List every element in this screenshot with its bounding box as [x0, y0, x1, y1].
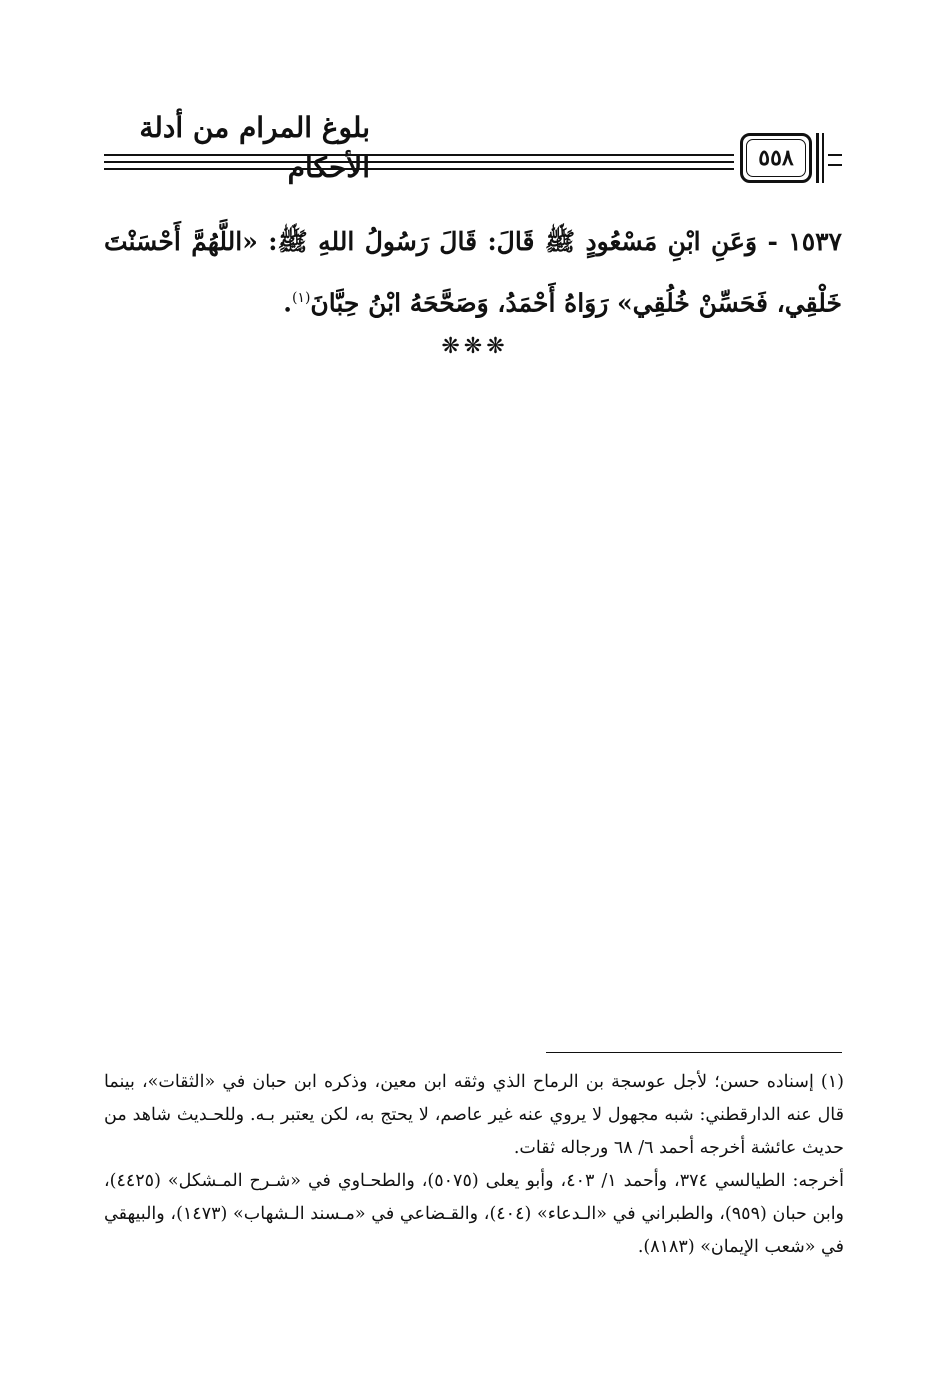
page-number: ٥٥٨: [746, 139, 806, 177]
header-rule-middle: [104, 161, 734, 163]
hadith-number: ١٥٣٧: [788, 227, 842, 256]
hadith-text: - وَعَنِ ابْنِ مَسْعُودٍ ﷺ قَالَ: قَالَ رَسُولُ اللهِ ﷺ: «اللَّهُمَّ أَحْسَنْتَ خَلْقِي، فَحَسِّنْ خُلُقِي» رَوَاهُ أَحْمَدُ، وَصَحَّحَهُ ابْنُ حِبَّانَ: [104, 227, 842, 318]
page-number-bracket: [816, 133, 824, 183]
footnote-1: (١) إسناده حسن؛ لأجل عوسجة بن الرماح الذي وثقه ابن معين، وذكره ابن حبان في «الثقات»، بينما قال عنه الدارقطني: شبه مجهول لا يروي عنه غير عاصم، لا يحتج به، لكن يعتبر بـه. وللحـديث شاهد من حديث عائشة أخرجه أحمد ٦/ ٦٨ ورجاله ثقات.: [104, 1072, 844, 1158]
footnotes: [104, 1066, 844, 1264]
footnote-rule: [546, 1052, 842, 1053]
header-rule-end: [828, 154, 842, 166]
running-title: بلوغ المرام من أدلة الأحكام: [139, 111, 370, 184]
footnote-reference[interactable]: (١): [291, 290, 311, 306]
hadith-paragraph: [104, 214, 842, 331]
section-separator: ❋❋❋: [441, 334, 509, 359]
page-number-frame: [740, 133, 812, 183]
header-rule-top: [104, 154, 734, 156]
hadith-end-mark: .: [283, 288, 292, 318]
footnote-1-takhrij: أخرجه: الطيالسي ٣٧٤، وأحمد ١/ ٤٠٣، وأبو يعلى (٥٠٧٥)، والطحـاوي في «شـرح المـشكل» (٤٤٢٥)، وابن حبان (٩٥٩)، والطبراني في «الـدعاء» (٤٠٤)، والقـضاعي في «مـسند الـشهاب» (١٤٧٣)، والبيهقي في «شعب الإيمان» (٨١٨٣).: [104, 1171, 845, 1257]
header-rule-bottom: [104, 168, 734, 170]
